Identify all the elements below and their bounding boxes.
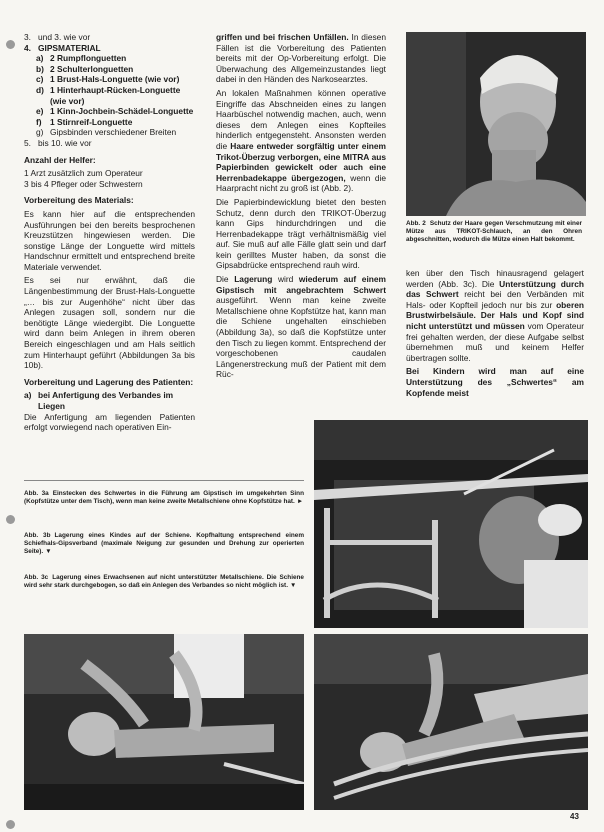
list-item	[24, 138, 195, 149]
list-marker: b)	[36, 63, 44, 74]
text-column-2	[216, 32, 386, 383]
list-item	[24, 43, 195, 54]
list-marker: 5.	[24, 137, 31, 148]
caption-text: Schutz der Haare gegen Verschmutzung mit einer Mütze aus TRIKOT-Schlauch, an den Ohren abgeschnitten, wodurch die Mütze einen Halt bekommt.	[406, 220, 583, 243]
caption-label: Abb. 3b	[24, 532, 51, 539]
list-marker: g)	[36, 127, 44, 138]
list-item	[24, 64, 195, 75]
list-text: Gipsbinden verschiedener Breiten	[50, 127, 177, 138]
list-marker: c)	[36, 74, 44, 85]
list-text: bei Anfertigung des Verbandes im Liegen	[38, 390, 174, 411]
patient-prep-heading: Vorbereitung und Lagerung des Patienten:	[24, 376, 194, 387]
body-text: reicht bei den Verbänden mit Hals- oder Kopfteil jedoch nur bis zur	[406, 289, 584, 310]
figure-2-photo	[406, 32, 586, 216]
list-item	[24, 85, 195, 106]
list-item	[24, 74, 195, 85]
patient-prep-list	[24, 390, 195, 411]
list-text: 1 Hinterhaupt-Rücken-Longuette (wie vor)	[50, 84, 181, 106]
list-text: 2 Schulterlonguetten	[50, 63, 134, 74]
caption-label: Abb. 3c	[24, 574, 49, 581]
list-text: und 3. wie vor	[38, 32, 91, 42]
bold-text: griffen und bei frischen Unfällen.	[216, 32, 349, 42]
plaster-material-list	[24, 53, 195, 138]
body-text: wenn die Haarpracht nicht zu groß ist (Abb. 2).	[216, 172, 386, 194]
caption-label: Abb. 2	[406, 220, 426, 227]
body-text: ken über den Tisch hinausragend gelagert werden (Abb. 3c). Die	[406, 268, 584, 289]
list-item	[24, 117, 195, 128]
bold-text: oberen Brustwirbelsäule. Der Hals und Kopf sind nicht unterstützt und müssen	[406, 299, 584, 331]
text-column-1	[24, 32, 195, 436]
figure-2-caption	[406, 220, 582, 244]
col2-paragraph-1	[216, 32, 386, 85]
arrow-right-icon: ►	[296, 498, 304, 505]
binder-hole-bottom	[6, 820, 15, 829]
list-text: GIPSMATERIAL	[38, 42, 101, 53]
list-item	[24, 53, 195, 64]
list-marker: 3.	[24, 32, 31, 42]
col2-paragraph-2	[216, 88, 386, 194]
material-prep-paragraph-1: Es kann hier auf die entsprechenden Ausführungen bei den bereits besprochenen Kreuzstützen hingewiesen werden. Die sonstige Länge der Longuette wird mittels Handschnur ermittelt und entsprechend breite Materiale verwendet.	[24, 208, 195, 272]
list-text: 1 Brust-Hals-Longuette (wie vor)	[50, 74, 180, 85]
caption-text: Einstecken des Schwertes in die Führung am Gipstisch im umgekehrten Sinn (Kopfstütze unter dem Tisch), wenn man keine zweite Metallschiene ohne Kopfstütze hat.	[24, 490, 304, 505]
bold-text: Unterstützung durch das Schwert	[406, 278, 584, 300]
body-text: wird	[272, 274, 299, 285]
list-text: 2 Rumpflonguetten	[50, 53, 127, 64]
col2-paragraph-3: Die Papierbindewicklung bietet den besten Schutz, denn durch den TRIKOT-Überzug kann Gips hindurchdringen und die Herrenbadekappe trägt verhältnismäßig viel auf. Sie muß auf alle Fälle glatt sein und darf kein gerilltes Muster haben, da sonst die Gipsabdrücke entsprechend rauh wird.	[216, 196, 386, 271]
helper-heading: Anzahl der Helfer:	[24, 154, 96, 165]
body-text: vom Operateur frei gehalten werden, der diese Aufgabe selbst übernehmen muß und keinem Helfer übertragen sollte.	[406, 320, 585, 363]
figure-3c-photo	[314, 634, 588, 810]
list-text: 1 Kinn-Jochbein-Schädel-Longuette	[50, 106, 194, 117]
caption-label: Abb. 3a	[24, 490, 49, 497]
binder-hole-middle	[6, 515, 15, 524]
col3-paragraph-1	[406, 268, 584, 363]
bold-text: Haare entweder sorgfältig unter einem Trikot-Überzug verborgen, eine MITRA aus Papierbinden gewickelt oder auch eine Herrenbadekappe übergezogen,	[216, 140, 386, 183]
col2-paragraph-4	[216, 274, 386, 380]
patient-prep-paragraph: Die Anfertigung am liegenden Patienten erfolgt vorwiegend nach operativen Ein-	[24, 411, 195, 433]
arrow-down-icon: ▼	[289, 582, 297, 589]
page-number: 43	[570, 812, 579, 821]
col3-paragraph-2: Bei Kindern wird man auf eine Unterstützung des „Schwertes“ am Kopfende meist	[406, 366, 584, 398]
list-text: 1 Stirnreif-Longuette	[50, 116, 133, 127]
material-list	[24, 32, 195, 53]
figure-3b-photo	[24, 634, 304, 810]
list-item	[24, 106, 195, 117]
material-prep-heading: Vorbereitung des Materials:	[24, 195, 134, 206]
figure-3a-photo	[314, 420, 588, 628]
bold-text: Lagerung	[234, 274, 273, 285]
list-marker: f)	[36, 116, 42, 127]
list-marker: 4.	[24, 42, 31, 53]
binder-hole-top	[6, 40, 15, 49]
material-list-end	[24, 138, 195, 149]
figure-3b-caption	[24, 532, 304, 556]
patient-prep-item	[24, 390, 195, 411]
text-column-3	[406, 268, 584, 401]
bold-text: wiederum auf einem Gipstisch mit angebrachtem Schwert	[216, 274, 386, 295]
material-prep-paragraph-2: Es sei nur erwähnt, daß die Längenbestimmung der Brust-Hals-Longuette „… bis zur Augenhöhe“ nicht über das Anlegen zusagen soll, sondern nur die benötigte Länge wiedergibt. Die Longuette wird dann beim Anlegen in ihrem oberen Bereich eingeschlagen und am Hals seitlich zum Hinterhaupt geführt (Abbildungen 3a bis 10b).	[24, 275, 195, 371]
body-text: An lokalen Maßnahmen können operative Eingriffe das Abschneiden eines zu langen Haarbüschel notwendig machen, auch, wenn dieses dem Anlegen eines Kopfteiles hinderlich entgegensteht. Ansonsten werden die	[216, 87, 386, 151]
list-item	[24, 127, 195, 138]
caption-divider	[24, 480, 304, 481]
figure-3a-caption	[24, 490, 304, 506]
arrow-down-icon: ▼	[45, 548, 52, 555]
caption-text: Lagerung eines Erwachsenen auf nicht unterstützter Metallschiene. Die Schiene wird sehr stark durchgebogen, so daß ein Anlegen des Verbandes so nicht möglich ist.	[24, 574, 304, 589]
caption-text: Lagerung eines Kindes auf der Schiene. Kopfhaltung entsprechend einem Schiefhals-Gipsverband (maximale Neigung zur gesunden und Drehung zur operierten Seite).	[24, 532, 305, 555]
list-marker: d)	[36, 84, 44, 95]
list-marker: a)	[24, 390, 32, 401]
helper-line-1: 1 Arzt zusätzlich zum Operateur	[24, 168, 143, 179]
body-text: ausgeführt. Wenn man keine zweite Metallschiene ohne Kopfstütze hat, kann man die Schiene ungehalten einschieben (Abbildung 3a), so daß die Kopfstütze unter den Tisch zu liegen kommt. Entsprechend der vorgeschobenen caudalen Längenerstreckung muß der Patient mit dem Rüc-	[216, 295, 386, 380]
list-item	[24, 32, 195, 43]
body-text: In diesen Fällen ist die Vorbereitung des Patienten bereits mit der Op-Vorbereitung erfolgt. Die Überwachung des Allgemeinzustandes liegt dabei in den Händen des Narkosearztes.	[216, 32, 386, 85]
helper-line-2: 3 bis 4 Pfleger oder Schwestern	[24, 178, 143, 189]
figure-3c-caption	[24, 574, 304, 590]
body-text: Die	[216, 274, 235, 285]
list-text: bis 10. wie vor	[38, 137, 92, 148]
list-marker: e)	[36, 106, 44, 117]
list-marker: a)	[36, 53, 44, 64]
